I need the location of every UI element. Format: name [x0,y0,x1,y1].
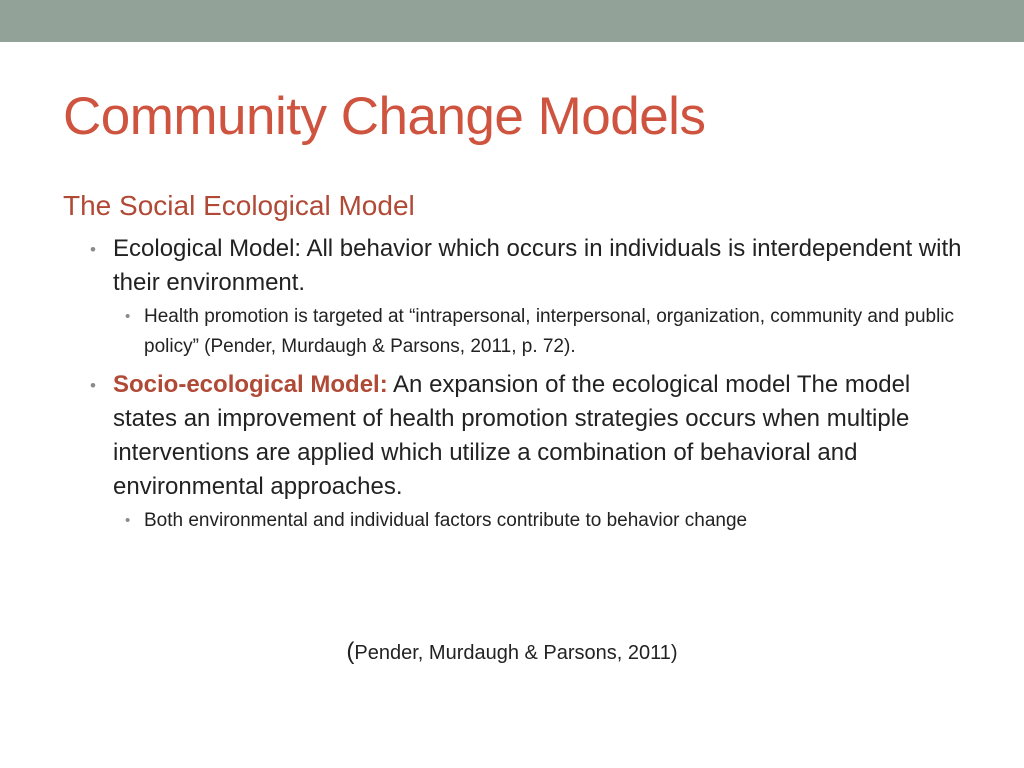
bullet-socio-ecological-model [63,368,968,504]
bullet-ecological-model [63,232,968,300]
bullet-dot-icon: • [90,376,96,395]
slide-subtitle: The Social Ecological Model [63,190,415,221]
bullet-list [63,232,968,536]
citation [0,638,1024,666]
citation-open-paren: ( [346,638,355,665]
bullet-dot-icon: • [90,240,96,259]
slide-content [63,188,968,542]
top-accent-bar [0,0,1024,42]
sub-bullet-text: Health promotion is targeted at “intrapersonal, interpersonal, organization, community and public policy” (Pender, Murdaugh & Parsons, 2011, p. 72). [144,306,955,357]
sub-bullet-text: Both environmental and individual factors contribute to behavior change [144,510,748,531]
bullet-dot-icon: • [125,308,131,325]
sub-bullet-factors [63,506,968,536]
sub-bullet-health-promotion [63,302,968,362]
bullet-text: Ecological Model: All behavior which occurs in individuals is interdependent with their environment. [113,235,962,296]
slide-title: Community Change Models [63,87,706,146]
bullet-emphasis: Socio-ecological Model: [113,371,388,398]
bullet-dot-icon: • [125,512,131,529]
citation-text: Pender, Murdaugh & Parsons, 2011) [354,642,678,664]
bullet-text: An expansion of the ecological model The model states an improvement of health promotion strategies occurs when multiple interventions are applied which utilize a combination of behavioral and environmental approaches. [113,371,911,500]
